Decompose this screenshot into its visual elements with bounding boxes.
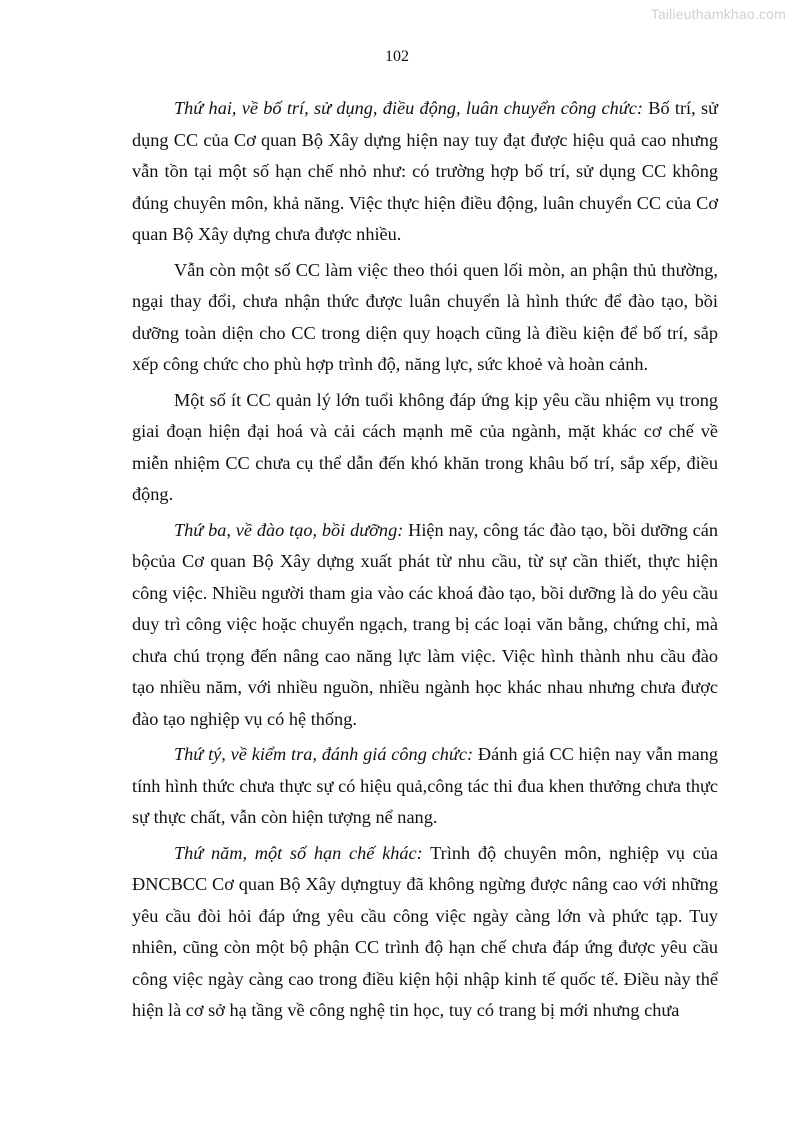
paragraph-lead: Thứ hai, về bố trí, sử dụng, điều động, luân chuyển công chức: <box>174 98 643 118</box>
paragraph-text: Bố trí, sử dụng CC của Cơ quan Bộ Xây dựng hiện nay tuy đạt được hiệu quả cao nhưng vẫn tồn tại một số hạn chế nhỏ như: có trường hợp bố trí, sử dụng CC không đúng chuyên môn, khả năng. Việc thực hiện điều động, luân chuyển CC của Cơ quan Bộ Xây dựng chưa được nhiều. <box>132 98 718 244</box>
paragraph-text: Một số ít CC quản lý lớn tuổi không đáp ứng kịp yêu cầu nhiệm vụ trong giai đoạn hiện đại hoá và cải cách mạnh mẽ của ngành, mặt khác cơ chế về miễn nhiệm CC chưa cụ thể dẫn đến khó khăn trong khâu bố trí, sắp xếp, điều động. <box>132 389 718 504</box>
paragraph-han-che-khac <box>132 838 718 1027</box>
paragraph-text: Hiện nay, công tác đào tạo, bồi dưỡng cán bộcủa Cơ quan Bộ Xây dựng xuất phát từ nhu cầu, từ sự cần thiết, thực hiện công việc. Nhiều người tham gia vào các khoá đào tạo, bồi dưỡng là do yêu cầu duy trì công việc hoặc chuyển ngạch, trang bị các loại văn bằng, chứng chỉ, mà chưa chú trọng đến nâng cao năng lực làm việc. Việc hình thành nhu cầu đào tạo nhiều năm, với nhiều nguồn, nhiều ngành học khác nhau nhưng chưa được đào tạo nghiệp vụ có hệ thống. <box>132 519 718 729</box>
paragraph-thoi-quen <box>132 255 718 381</box>
paragraph-lead: Thứ tý, về kiểm tra, đánh giá công chức: <box>174 744 474 764</box>
paragraph-text: Trình độ chuyên môn, nghiệp vụ của ĐNCBCC Cơ quan Bộ Xây dựngtuy đã không ngừng được nâng cao với những yêu cầu đòi hỏi đáp ứng yêu cầu công việc ngày càng lớn và phức tạp. Tuy nhiên, cũng còn một bộ phận CC trình độ hạn chế chưa đáp ứng được yêu cầu công việc ngày càng cao trong điều kiện hội nhập kinh tế quốc tế. Điều này thể hiện là cơ sở hạ tầng về công nghệ tin học, tuy có trang bị mới nhưng chưa <box>132 842 719 1020</box>
paragraph-text: Đánh giá CC hiện nay vẫn mang tính hình thức chưa thực sự có hiệu quả,công tác thi đua khen thưởng chưa thực sự thực chất, vẫn còn hiện tượng nể nang. <box>132 744 718 827</box>
paragraph-quan-ly-lon-tuoi <box>132 385 718 511</box>
paragraph-lead: Thứ năm, một số hạn chế khác: <box>174 842 423 863</box>
paragraph-kiem-tra <box>132 739 718 834</box>
paragraph-lead: Thứ ba, về đào tạo, bồi dưỡng: <box>174 519 404 540</box>
paragraph-text: Vẫn còn một số CC làm việc theo thói quen lối mòn, an phận thủ thường, ngại thay đổi, chưa nhận thức được luân chuyển là hình thức để đào tạo, bồi dưỡng toàn diện cho CC trong diện quy hoạch cũng là điều kiện để bố trí, sắp xếp công chức cho phù hợp trình độ, năng lực, sức khoẻ và hoàn cảnh. <box>132 259 718 374</box>
paragraph-bo-tri <box>132 93 718 251</box>
page-number: 102 <box>385 48 409 65</box>
watermark-text: Tailieuthamkhao.com <box>650 6 786 22</box>
document-body <box>132 93 718 1031</box>
paragraph-dao-tao <box>132 515 718 736</box>
